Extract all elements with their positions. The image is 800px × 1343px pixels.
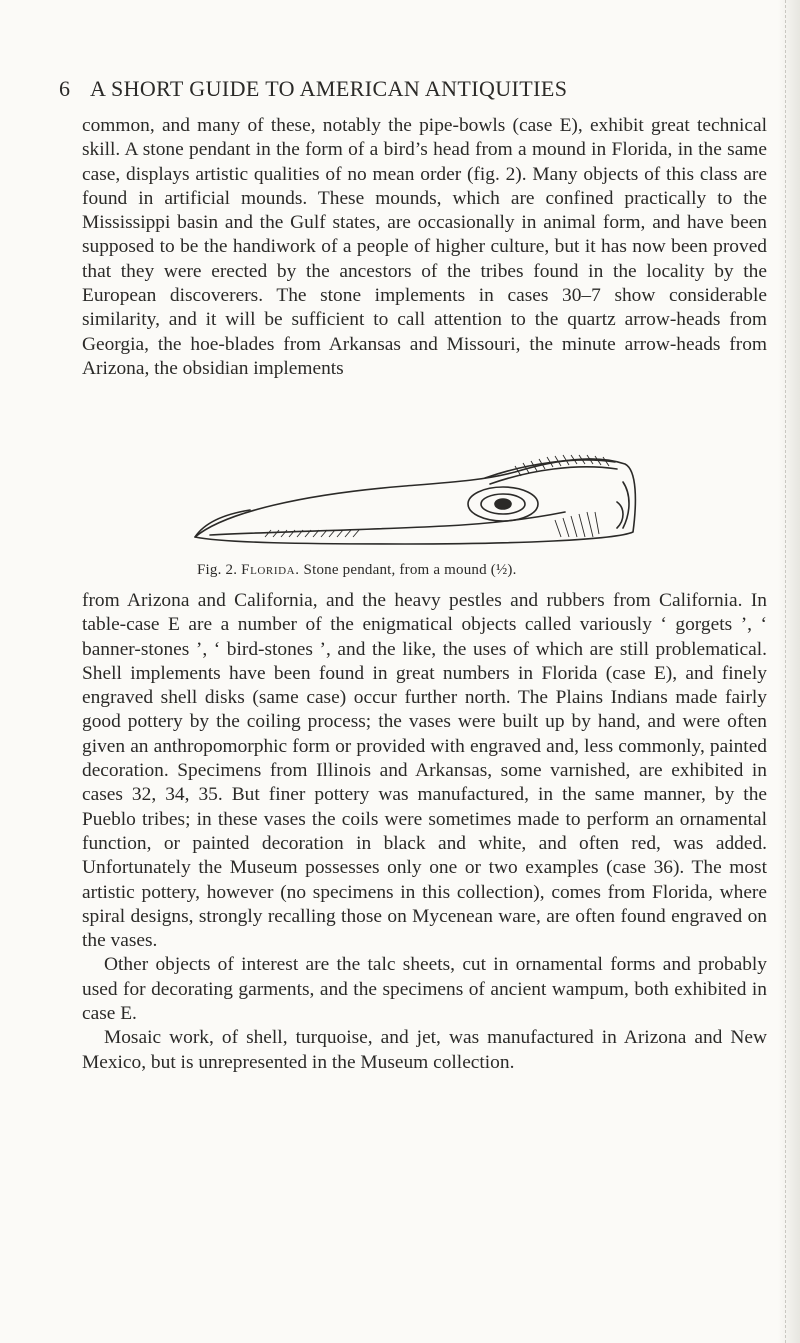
page-edge-line — [785, 0, 792, 1343]
paragraph-2: from Arizona and California, and the heavy pestles and rubbers from California. In table-case E are a number of the enigmatical objects called variously ‘ gorgets ’, ‘ banner-stones ’, ‘ bird-stones ’, and the like, the uses of which are still problematical. Shell implements have been found in great numbers in Florida (case E), and finely engraved shell disks (same case) occur further north. The Plains Indians made fairly good pottery by the coiling process; the vases were built up by hand, and were often given an anthropomorphic form or provided with engraved and, less commonly, painted decoration. Specimens from Illinois and Arkansas, some varnished, are exhibited in cases 32, 34, 35. But finer pottery was manufactured, in the same manner, by the Pueblo tribes; in these vases the coils were sometimes made to perform an ornamental function, or painted decoration in black and white, and often red, was added. Unfortunately the Museum possesses only one or two examples (case 36). The most artistic pottery, however (no specimens in this collection), comes from Florida, where spiral designs, strongly recalling those on Mycenean ware, are often found engraved on the vases. — [82, 590, 767, 952]
figure-caption — [197, 562, 647, 579]
page-header — [59, 76, 699, 106]
figure-label: Fig. 2. — [197, 562, 238, 578]
text-block-top — [82, 114, 767, 381]
paragraph-4: Mosaic work, of shell, turquoise, and jet, was manufactured in Arizona and New Mexico, but is unrepresented in the Museum collection. — [82, 1027, 767, 1073]
paragraph-1: common, and many of these, notably the pipe-bowls (case E), exhibit great technical skill. A stone pendant in the form of a bird’s head from a mound in Florida, in the same case, displays artistic qualities of no mean order (fig. 2). Many objects of this class are found in artificial mounds. These mounds, which are confined practically to the Mississippi basin and the Gulf states, are occasionally in animal form, and have been supposed to be the handiwork of a people of higher culture, but it has now been proved that they were erected by the ancestors of the tribes found in the locality by the European discoverers. The stone implements in cases 30–7 show considerable similarity, and it will be sufficient to call attention to the quartz arrow-heads from Georgia, the hoe-blades from Arkansas and Missouri, the minute arrow-heads from Arizona, the obsidian implements — [82, 115, 767, 379]
figure-place: Florida. — [241, 562, 300, 578]
stone-pendant-illustration — [185, 442, 645, 552]
paragraph-3: Other objects of interest are the talc sheets, cut in ornamental forms and probably used for decorating garments, and the specimens of ancient wampum, both exhibited in case E. — [82, 954, 767, 1025]
figure-scale: ½ — [495, 562, 508, 578]
figure-description: Stone pendant, from a mound ( — [303, 562, 496, 578]
text-block-bottom — [82, 589, 767, 1075]
page-number: 6 — [59, 76, 71, 101]
figure-caption-close: ). — [507, 562, 517, 578]
running-title: A SHORT GUIDE TO AMERICAN ANTIQUITIES — [90, 76, 568, 101]
